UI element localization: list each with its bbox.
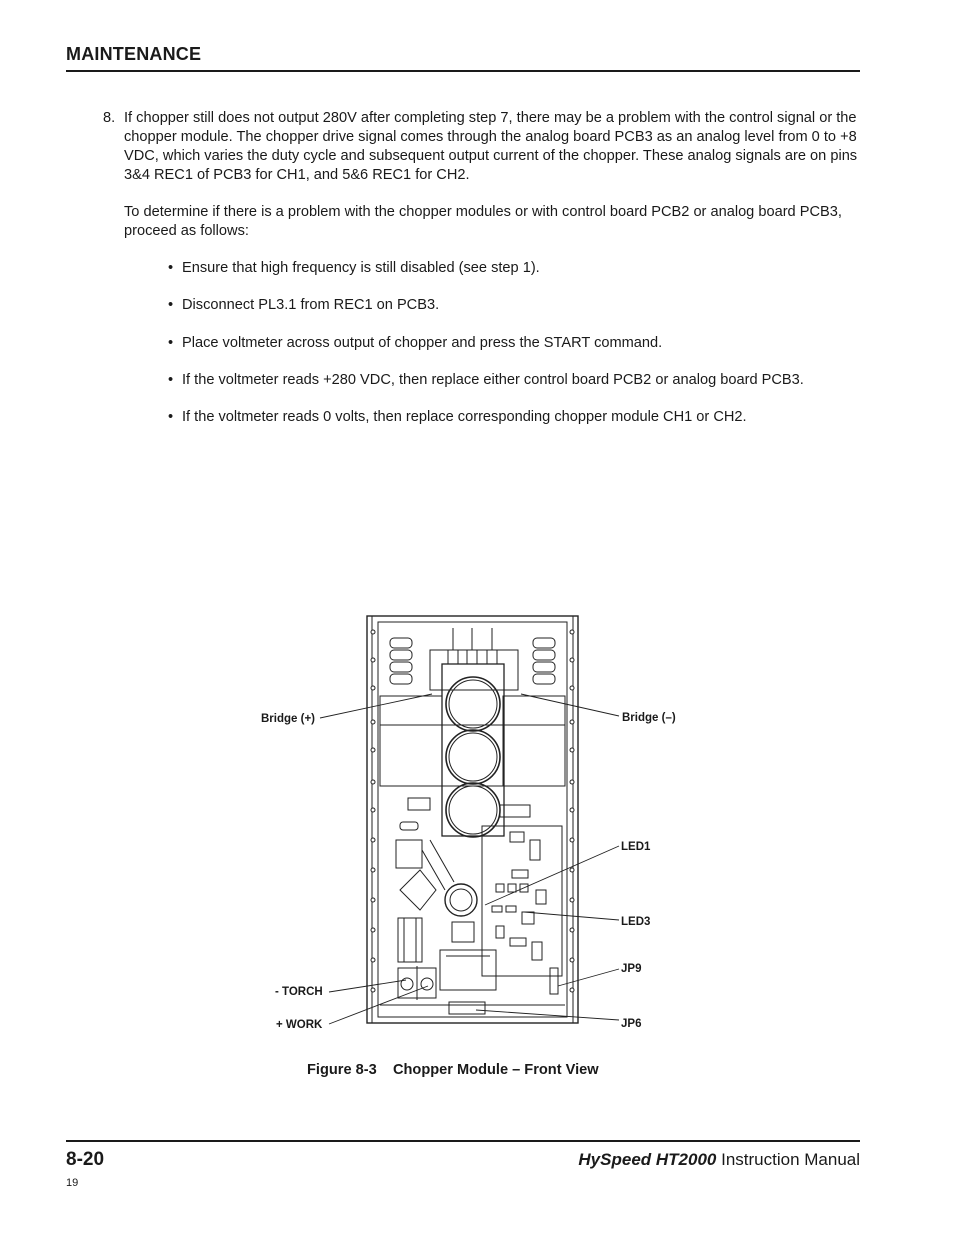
step-paragraph-2: To determine if there is a problem with the chopper modules or with control board PCB2 or analog board PCB3, proceed as follows:	[124, 204, 842, 239]
label-jp9: JP9	[621, 963, 642, 975]
chopper-module-drawing	[240, 600, 720, 1040]
step-paragraph: If chopper still does not output 280V after completing step 7, there may be a problem with the control signal or the chopper module. The chopper drive signal comes through the analog board PCB3 as an analog level from 0 to +8 VDC, which varies the duty cycle and subsequent output current of the chopper. These analog signals are on pins 3&4 REC1 of PCB3 for CH1, and 5&6 REC1 for CH2.	[124, 110, 858, 183]
bullet-text: Ensure that high frequency is still disabled (see step 1).	[182, 260, 540, 276]
label-led1: LED1	[621, 841, 651, 853]
label-jp6: JP6	[621, 1018, 642, 1030]
section-title: MAINTENANCE	[66, 44, 202, 64]
bullet-text: Disconnect PL3.1 from REC1 on PCB3.	[182, 297, 440, 313]
bullet-glyph: •	[168, 260, 174, 276]
label-work: + WORK	[276, 1019, 323, 1031]
label-bridge-negative: Bridge (–)	[622, 712, 676, 724]
manual-title	[578, 1150, 860, 1170]
bullet-glyph: •	[168, 297, 174, 313]
bullet-text: If the voltmeter reads +280 VDC, then replace either control board PCB2 or analog board PCB3.	[182, 372, 804, 388]
page-number: 8-20	[66, 1149, 105, 1170]
bullet-glyph: •	[168, 335, 174, 351]
footer-small-number: 19	[66, 1177, 79, 1189]
header-rule	[66, 70, 860, 72]
label-led3: LED3	[621, 916, 651, 928]
bullet-glyph: •	[168, 409, 174, 425]
footer-rule	[66, 1140, 860, 1142]
figure-caption: Figure 8-3 Chopper Module – Front View	[307, 1062, 599, 1078]
bullet-text: If the voltmeter reads 0 volts, then replace corresponding chopper module CH1 or CH2.	[182, 409, 747, 425]
brand-name: HySpeed HT2000	[578, 1150, 717, 1169]
bullet-glyph: •	[168, 372, 174, 388]
bullet-text: Place voltmeter across output of chopper and press the START command.	[182, 335, 663, 351]
step-number: 8.	[103, 110, 116, 126]
manual-suffix: Instruction Manual	[721, 1150, 860, 1169]
chopper-module-figure	[240, 600, 720, 1040]
label-bridge-positive: Bridge (+)	[261, 713, 315, 725]
label-torch: - TORCH	[275, 986, 323, 998]
